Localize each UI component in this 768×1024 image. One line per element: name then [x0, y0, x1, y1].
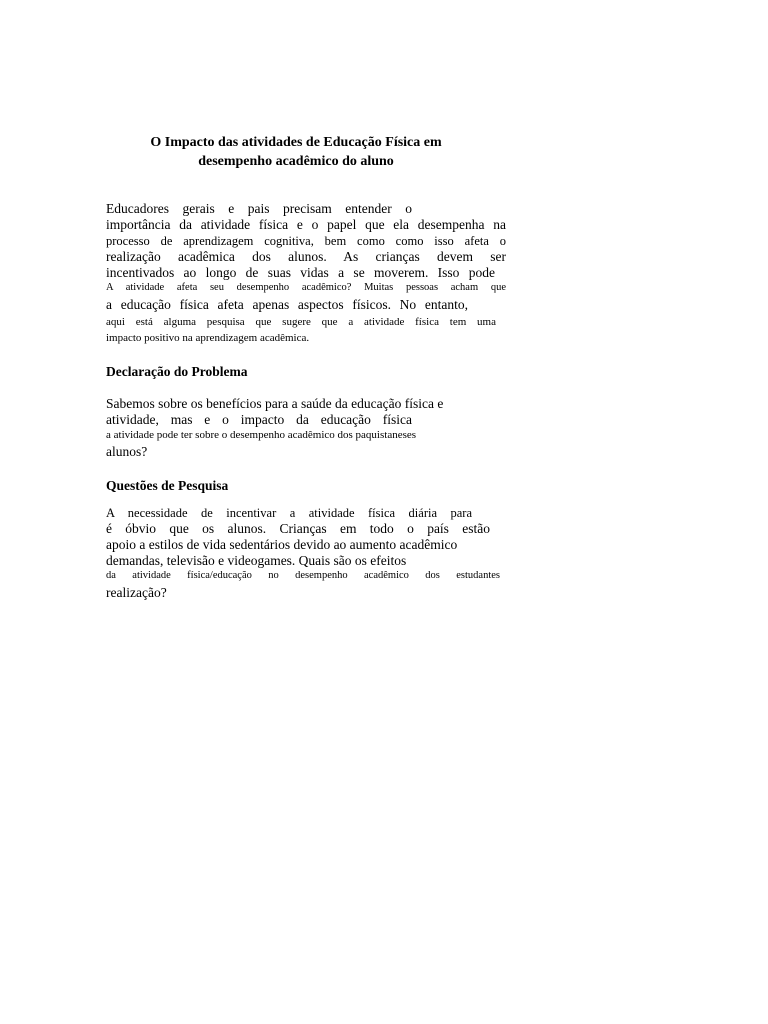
problem-paragraph — [106, 396, 506, 462]
research-questions-heading: Questões de Pesquisa — [106, 478, 229, 493]
paragraph-line: Educadores gerais e pais precisam entender o — [106, 201, 412, 216]
paragraph-line: aqui está alguma pesquisa que sugere que a atividade física tem uma — [106, 316, 496, 328]
paragraph-line: impacto positivo na aprendizagem acadêmica. — [106, 332, 310, 344]
paragraph-line: Sabemos sobre os benefícios para a saúde da educação física e — [106, 396, 444, 411]
paragraph-line: A atividade afeta seu desempenho acadêmico? Muitas pessoas acham que — [106, 282, 506, 293]
paragraph-line: a educação física afeta apenas aspectos físicos. No entanto, — [106, 297, 468, 312]
paragraph-line: A necessidade de incentivar a atividade física diária para — [106, 506, 472, 520]
research-questions-paragraph — [106, 505, 506, 603]
title-line: O Impacto das atividades de Educação Física em — [150, 135, 442, 150]
paragraph-line: a atividade pode ter sobre o desempenho acadêmico dos paquistaneses — [106, 429, 417, 441]
paragraph-line: da atividade física/educação no desempenho acadêmico dos estudantes — [106, 570, 500, 581]
paragraph-line: realização acadêmica dos alunos. As crianças devem ser — [106, 249, 506, 264]
paragraph-line: importância da atividade física e o papel que ela desempenha na — [106, 217, 506, 232]
paragraph-line: é óbvio que os alunos. Crianças em todo o país estão — [106, 521, 490, 536]
title-line: desempenho acadêmico do aluno — [198, 154, 394, 169]
paragraph-line: alunos? — [106, 444, 148, 459]
intro-paragraph — [106, 201, 506, 346]
paragraph-line: realização? — [106, 585, 167, 600]
paragraph-line: processo de aprendizagem cognitiva, bem como como isso afeta o — [106, 234, 506, 248]
paragraph-line: atividade, mas e o impacto da educação física — [106, 412, 412, 427]
paragraph-line: apoio a estilos de vida sedentários devido ao aumento acadêmico — [106, 537, 458, 552]
paragraph-line: demandas, televisão e videogames. Quais são os efeitos — [106, 553, 407, 568]
paragraph-line: incentivados ao longo de suas vidas a se moverem. Isso pode — [106, 265, 495, 280]
document-title — [100, 133, 492, 171]
problem-heading: Declaração do Problema — [106, 364, 248, 379]
